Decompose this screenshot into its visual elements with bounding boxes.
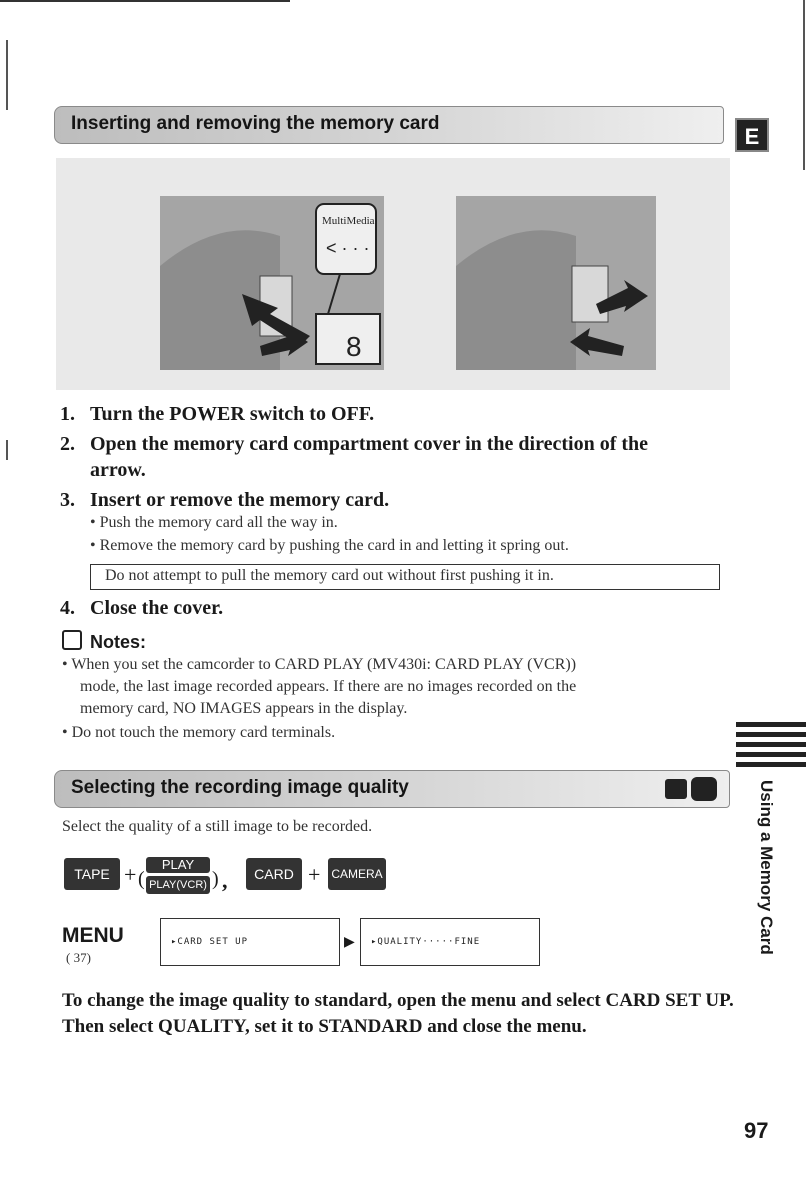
step-number: 2. — [60, 433, 75, 455]
notes-title: Notes: — [90, 632, 147, 652]
step-4 — [60, 594, 223, 622]
chapter-side-label — [736, 780, 776, 980]
step-2-continued: arrow. — [90, 459, 146, 481]
step-2 — [60, 430, 648, 458]
menu-screen-card-setup — [160, 918, 340, 966]
open-paren: ( — [138, 868, 145, 890]
note-item: • When you set the camcorder to CARD PLAY (MV430i: CARD PLAY (VCR)) — [62, 656, 577, 673]
menu-item-card-setup: ▸CARD SET UP — [171, 937, 249, 947]
menu-item-quality: ▸QUALITY·····FINE — [371, 937, 481, 947]
menu-page-ref: ( 37) — [66, 950, 91, 965]
plus-sign: + — [308, 862, 321, 887]
side-label-text: Using a Memory Card — [757, 780, 776, 955]
top-rule — [0, 0, 290, 2]
warning-box — [90, 564, 720, 590]
notes-heading — [62, 630, 146, 653]
warning-text: Do not attempt to pull the memory card out without first pushing it in. — [105, 567, 554, 584]
section-banner-quality — [54, 770, 730, 808]
note-item-line: mode, the last image recorded appears. If there are no images recorded on the — [80, 678, 577, 695]
card-logo-text: MultiMedia — [322, 215, 375, 227]
page-number: 97 — [744, 1118, 769, 1143]
insert-card-drawing — [160, 196, 384, 370]
step-3-bullet: • Remove the memory card by pushing the card in and letting it spring out. — [90, 537, 569, 554]
instruction-text: To change the image quality to standard, open the menu and select CARD SET UP. Then select QUALITY, set it to STANDARD and close the menu. — [62, 990, 734, 1037]
step-text: Insert or remove the memory card. — [90, 489, 390, 511]
arrow-next-icon: ▶ — [344, 935, 355, 950]
section-title: Inserting and removing the memory card — [71, 113, 440, 134]
camcorder-insert-illustration — [160, 196, 384, 370]
section-intro: Select the quality of a still image to be recorded. — [62, 818, 373, 835]
play-mode-badge: PLAY — [146, 857, 210, 873]
card-mode-icon — [665, 779, 687, 799]
note-item-line: memory card, NO IMAGES appears in the display. — [80, 700, 408, 717]
step-1 — [60, 400, 374, 428]
step-text: Open the memory card compartment cover in the direction of the — [90, 433, 649, 455]
section-banner-inserting — [54, 106, 724, 144]
notes-icon — [62, 630, 82, 650]
menu-screen-quality — [360, 918, 540, 966]
svg-text:< · · ·: < · · · — [326, 238, 370, 258]
right-edge-mark — [803, 0, 805, 170]
remove-card-drawing — [456, 196, 656, 370]
still-image-icon — [691, 777, 717, 801]
camcorder-remove-illustration — [456, 196, 656, 370]
close-paren: ) — [212, 868, 219, 890]
left-edge-mark — [6, 440, 8, 460]
step-number: 3. — [60, 489, 75, 511]
step-number: 4. — [60, 597, 75, 619]
plus-sign: + — [124, 862, 137, 887]
card-number: 8 — [346, 331, 362, 362]
section-title: Selecting the recording image quality — [71, 777, 409, 798]
camera-mode-badge: CAMERA — [328, 858, 386, 890]
play-vcr-mode-badge: PLAY(VCR) — [146, 876, 210, 894]
left-edge-mark — [6, 40, 8, 110]
step-3-bullet: • Push the memory card all the way in. — [90, 514, 338, 531]
step-text: Turn the POWER switch to OFF. — [90, 403, 375, 425]
step-text: Close the cover. — [90, 597, 224, 619]
language-tab-e: E — [735, 118, 769, 152]
card-mode-badge: CARD — [246, 858, 302, 890]
comma: , — [222, 868, 228, 893]
menu-label: MENU — [62, 924, 124, 947]
tape-mode-badge: TAPE — [64, 858, 120, 890]
step-3 — [60, 486, 389, 514]
step-number: 1. — [60, 403, 75, 425]
note-item: • Do not touch the memory card terminals. — [62, 724, 336, 741]
